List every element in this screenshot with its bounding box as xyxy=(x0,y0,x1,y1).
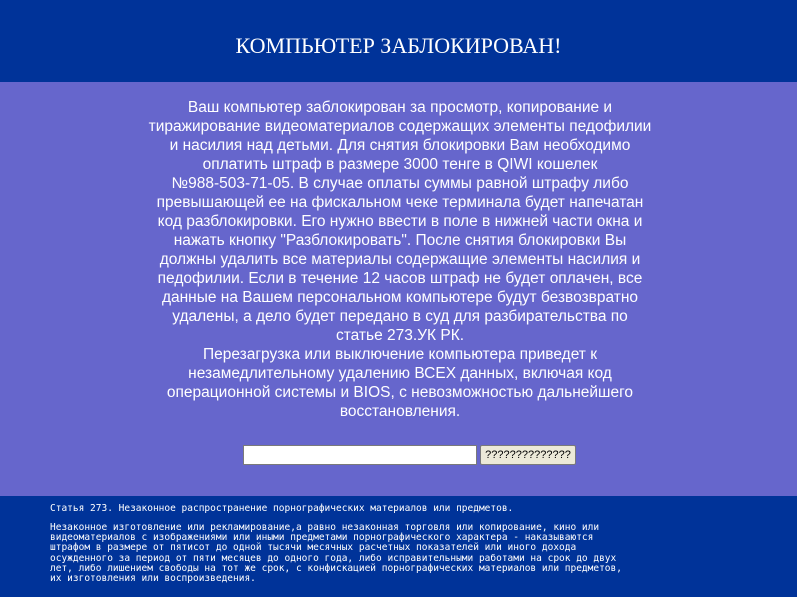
message-line: восстановления. xyxy=(339,403,461,420)
unlock-button[interactable]: ?????????????? xyxy=(480,445,576,465)
unlock-code-input[interactable] xyxy=(243,445,477,465)
law-line: осужденного за период от пяти месяцев до одного года, либо исправительными работами на срок до двух xyxy=(50,552,617,564)
message-line: код разблокировки. Его нужно ввести в поле в нижней части окна и xyxy=(157,213,643,230)
message-line: данные на Вашем персональном компьютере будут безвозвратно xyxy=(161,289,639,306)
message-line: должны удалить все материалы содержащие элементы насилия и xyxy=(159,251,641,268)
law-line: их изготовления или воспроизведения. xyxy=(50,573,256,585)
message-line: удалены, а дело будет передано в суд для разбирательства по xyxy=(172,308,628,325)
ransom-message xyxy=(95,98,705,421)
unlock-form xyxy=(243,444,576,466)
law-article-title: Статья 273. Незаконное распространение порнографических материалов или предметов. xyxy=(50,503,514,514)
law-line: лет, либо лишением свободы на тот же срок, с конфискацией порнографических материалов или предметов, xyxy=(50,562,622,574)
message-line: оплатить штраф в размере 3000 тенге в QIWI кошелек xyxy=(202,156,598,173)
law-line: Незаконное изготовление или рекламирование,а равно незаконная торговля или копирование, кино или xyxy=(50,522,600,533)
page-title: КОМПЬЮТЕР ЗАБЛОКИРОВАН! xyxy=(235,33,562,58)
message-line: незамедлительному удалению ВСЕХ данных, включая код xyxy=(188,365,612,382)
message-line: и насилия над детьми. Для снятия блокировки Вам необходимо xyxy=(169,137,631,154)
message-line: операционной системы и BIOS, с невозможностью дальнейшего xyxy=(166,384,634,401)
message-line: нажать кнопку "Разблокировать". После снятия блокировки Вы xyxy=(173,232,627,249)
message-line: тиражирование видеоматериалов содержащих элементы педофилии xyxy=(148,118,652,135)
message-line: Ваш компьютер заблокирован за просмотр, копирование и xyxy=(187,99,613,116)
message-line: №988-503-71-05. В случае оплаты суммы равной штрафу либо xyxy=(171,175,629,192)
law-article-text xyxy=(50,523,755,584)
message-line: статье 273.УК РК. xyxy=(335,327,465,344)
law-line: штрафом в размере от пятисот до одной тысячи месячных расчетных показателей или иного дохода xyxy=(50,542,577,554)
message-line: превышающей ее на фискальном чеке терминала будет напечатан xyxy=(156,194,644,211)
main-panel xyxy=(0,82,797,496)
law-footer xyxy=(0,496,797,597)
message-line: педофилии. Если в течение 12 часов штраф не будет оплачен, все xyxy=(157,270,643,287)
header-banner xyxy=(0,0,797,82)
message-line: Перезагрузка или выключение компьютера приведет к xyxy=(203,346,597,363)
law-line: видеоматериалов с изображениями или иными предметами порнографического характера - наказываются xyxy=(50,532,594,544)
